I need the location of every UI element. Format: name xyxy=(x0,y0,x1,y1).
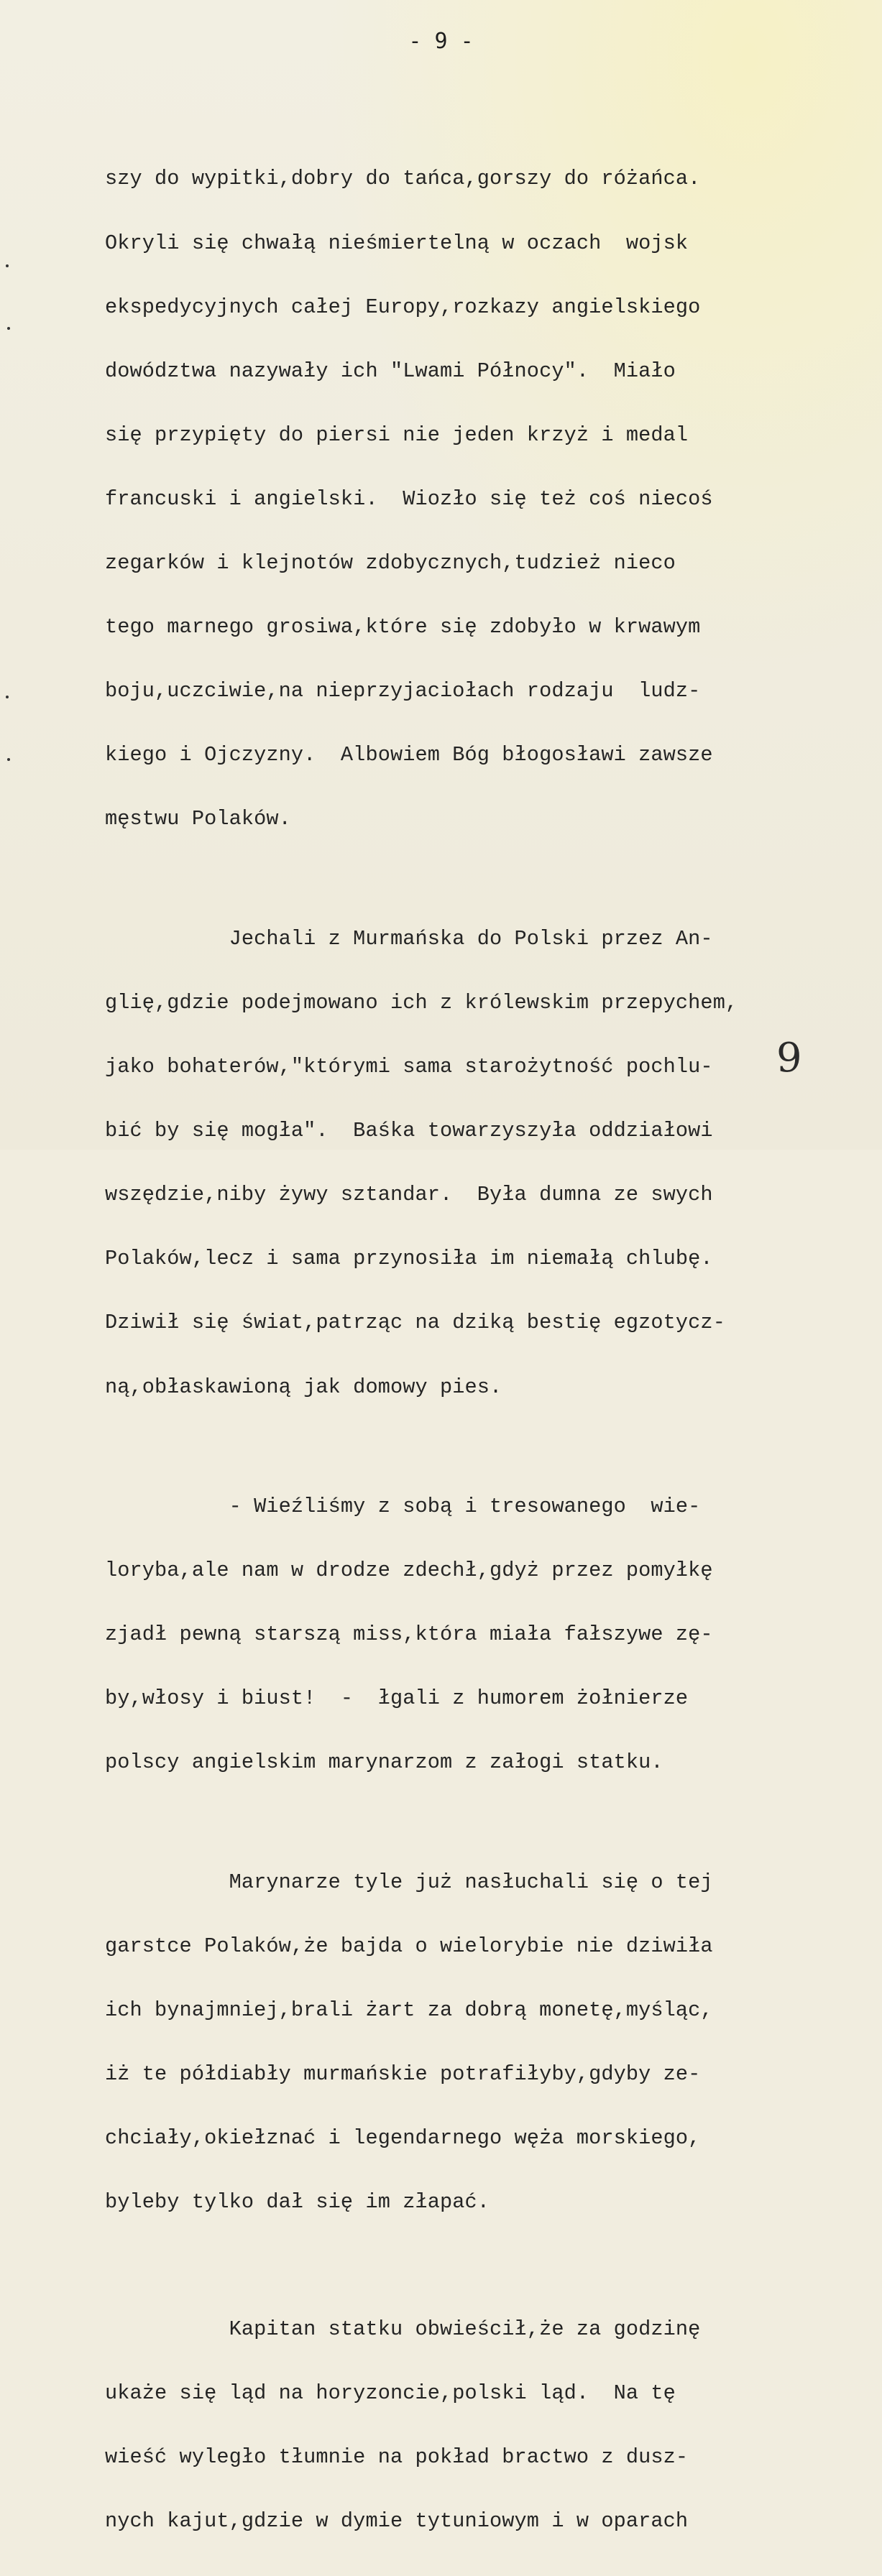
paragraph-gap xyxy=(105,1816,838,1829)
binding-hole-mark xyxy=(7,327,10,330)
text-line: wszędzie,niby żywy sztandar. Była dumna ze swych xyxy=(105,1183,713,1207)
handwritten-page-number: 9 xyxy=(776,1035,802,1081)
binding-hole-mark xyxy=(7,758,10,761)
text-line: polscy angielskim marynarzom z załogi statku. xyxy=(105,1750,663,1775)
binding-hole-mark xyxy=(6,264,9,267)
page-number: - 9 - xyxy=(408,29,474,54)
text-line: boju,uczciwie,na nieprzyjaciołach rodzaju ludz- xyxy=(105,679,701,703)
text-line: wieść wyległo tłumnie na pokład bractwo z dusz- xyxy=(105,2445,689,2470)
text-line: jako bohaterów,"którymi sama starożytność pochlu- xyxy=(105,1055,713,1079)
text-line: glię,gdzie podejmowano ich z królewskim przepychem, xyxy=(105,990,738,1015)
text-line: ną,obłaskawioną jak domowy pies. xyxy=(105,1375,502,1399)
text-line: iż te półdiabły murmańskie potrafiłyby,gdyby ze- xyxy=(105,2062,701,2087)
text-line: francuski i angielski. Wiozło się też coś niecoś xyxy=(105,486,713,511)
body-text xyxy=(105,126,838,2575)
text-line: Kapitan statku obwieścił,że za godzinę xyxy=(105,2317,701,2341)
text-line: Dziwił się świat,patrząc na dziką bestię egzotycz- xyxy=(105,1311,725,1335)
paragraph-gap xyxy=(105,872,838,885)
text-line: ukaże się ląd na horyzoncie,polski ląd. Na tę xyxy=(105,2381,676,2405)
text-line: ekspedycyjnych całej Europy,rozkazy angielskiego xyxy=(105,295,701,319)
text-line: Marynarze tyle już nasłuchali się o tej xyxy=(105,1870,713,1894)
text-line: garstce Polaków,że bajda o wielorybie nie dziwiła xyxy=(105,1934,713,1958)
text-line: zjadł pewną starszą miss,która miała fałszywe zę- xyxy=(105,1622,713,1647)
text-line: loryba,ale nam w drodze zdechł,gdyż przez pomyłkę xyxy=(105,1559,713,1583)
text-line: nych kajut,gdzie w dymie tytuniowym i w oparach xyxy=(105,2509,689,2534)
text-line: kiego i Ojczyzny. Albowiem Bóg błogosławi zawsze xyxy=(105,743,713,767)
paragraph-gap xyxy=(105,2256,838,2276)
paragraph-gap xyxy=(105,1441,838,1454)
text-line: szy do wypitki,dobry do tańca,gorszy do różańca. xyxy=(105,167,701,191)
text-line: dowództwa nazywały ich "Lwami Północy". Miało xyxy=(105,359,676,383)
text-line: ich bynajmniej,brali żart za dobrą monetę,myśląc, xyxy=(105,1998,713,2023)
binding-hole-mark xyxy=(6,696,9,698)
text-line: Okryli się chwałą nieśmiertelną w oczach wojsk xyxy=(105,231,689,255)
text-line: tego marnego grosiwa,które się zdobyło w krwawym xyxy=(105,615,701,640)
text-line: męstwu Polaków. xyxy=(105,807,291,831)
text-line: Polaków,lecz i sama przynosiła im niemałą chlubę. xyxy=(105,1247,713,1271)
text-line: bić by się mogła". Baśka towarzyszyła oddziałowi xyxy=(105,1119,713,1143)
text-line: byleby tylko dał się im złapać. xyxy=(105,2190,490,2215)
text-line: Jechali z Murmańska do Polski przez An- xyxy=(105,926,713,951)
text-line: chciały,okiełznać i legendarnego węża morskiego, xyxy=(105,2126,701,2151)
text-line: - Wieźliśmy z sobą i tresowanego wie- xyxy=(105,1495,701,1518)
text-line: się przypięty do piersi nie jeden krzyż i medal xyxy=(105,423,689,447)
text-line: by,włosy i biust! - łgali z humorem żołnierze xyxy=(105,1686,689,1711)
text-line: zegarków i klejnotów zdobycznych,tudzież nieco xyxy=(105,550,676,575)
